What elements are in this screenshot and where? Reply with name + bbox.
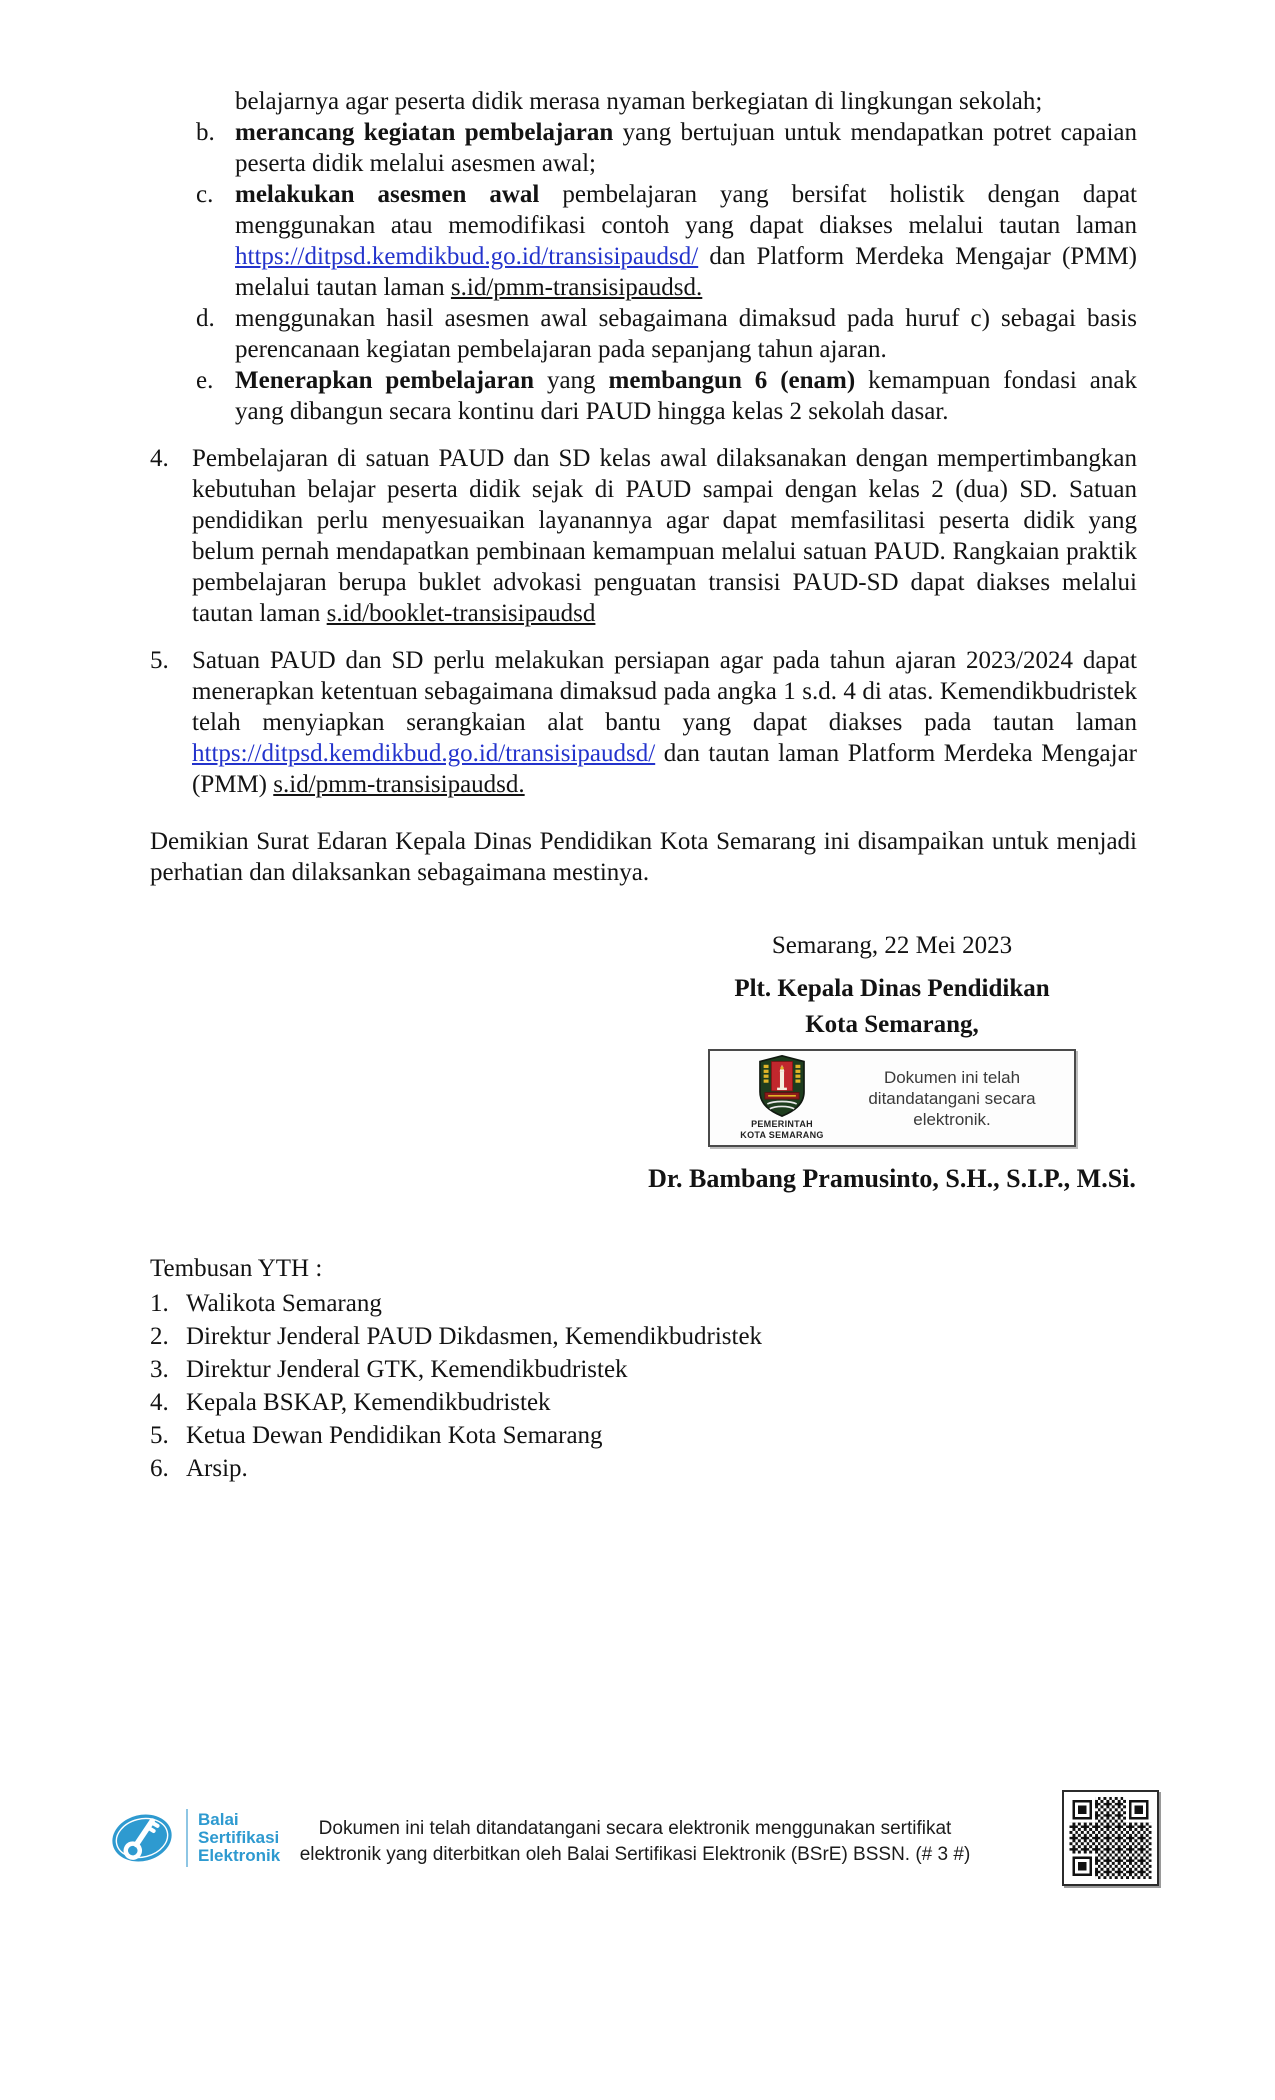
text-run: pembelajaran yang bersifat holistik dengan dapat menggunakan atau memodifikasi contoh yang dapat diakses melalui tautan laman <box>235 181 1137 239</box>
stamp-text: Dokumen ini telah ditandatangani secara elektronik. <box>868 1067 1036 1129</box>
tembusan-header: Tembusan YTH : <box>150 1255 323 1282</box>
tembusan-item: 1. Walikota Semarang <box>150 1290 382 1317</box>
tembusan-item: 4. Kepala BSKAP, Kemendikbudristek <box>150 1389 551 1416</box>
list-item-4 <box>150 443 1137 629</box>
footer-disclaimer: Dokumen ini telah ditandatangani secara elektronik menggunakan sertifikat elektronik yang diterbitkan oleh Balai Sertifikasi Elektronik (BSrE) BSSN. (# 3 #) <box>299 1818 971 1865</box>
text-run: dan Platform Merdeka Mengajar (PMM) melalui tautan laman <box>235 243 1137 301</box>
key-icon <box>110 1806 174 1870</box>
list-item-e <box>196 365 1137 427</box>
text-run: yang <box>534 367 609 394</box>
signer-title <box>642 971 1142 1043</box>
tembusan-section <box>150 1252 1137 1485</box>
list-item-b <box>196 117 1137 179</box>
tembusan-item: 5. Ketua Dewan Pendidikan Kota Semarang <box>150 1422 603 1449</box>
tembusan-item: 2. Direktur Jenderal PAUD Dikdasmen, Kemendikbudristek <box>150 1323 763 1350</box>
text-run: kemampuan fondasi anak yang dibangun secara kontinu dari PAUD hingga kelas 2 sekolah dasar. <box>235 367 1137 425</box>
bold-run: Menerapkan pembelajaran <box>235 367 535 394</box>
link-ditpsd-transisipaudsd[interactable]: https://ditpsd.kemdikbud.go.id/transisipaudsd/ <box>192 740 656 767</box>
text-run: dan tautan laman Platform Merdeka Mengajar (PMM) <box>192 740 1137 798</box>
text-run: Pembelajaran di satuan PAUD dan SD kelas awal dilaksanakan dengan mempertimbangkan kebutuhan belajar peserta didik sejak di PAUD sampai dengan kelas 2 (dua) SD. Satuan pendidikan perlu menyesuaikan layanannya agar dapat memfasilitasi peserta didik yang belum pernah mendapatkan pembinaan kemampuan melalui satuan PAUD. Rangkaian praktik pembelajaran berupa buklet advokasi penguatan transisi PAUD-SD dapat diakses melalui tautan laman <box>192 445 1137 627</box>
link-booklet-transisipaudsd[interactable]: s.id/booklet-transisipaudsd <box>326 600 596 627</box>
emblem-caption: PEMERINTAH KOTA SEMARANG <box>740 1119 824 1140</box>
list-item-5 <box>150 645 1137 800</box>
bsre-logo-text: Balai Sertifikasi Elektronik <box>198 1810 281 1865</box>
list-item-d <box>196 303 1137 365</box>
list-marker: c. <box>196 181 214 208</box>
lettered-list <box>196 117 1137 427</box>
list-item-a-continuation: belajarnya agar peserta didik merasa nyaman berkegiatan di lingkungan sekolah; <box>235 88 1043 115</box>
electronic-signature-stamp <box>708 1049 1076 1147</box>
link-ditpsd-transisipaudsd[interactable]: https://ditpsd.kemdikbud.go.id/transisipaudsd/ <box>235 243 699 270</box>
text-run: yang bertujuan untuk mendapatkan potret capaian peserta didik melalui asesmen awal; <box>235 119 1137 177</box>
signature-block <box>642 930 1142 1194</box>
text-run: menggunakan hasil asesmen awal sebagaimana dimaksud pada huruf c) sebagai basis perencanaan kegiatan pembelajaran pada sepanjang tahun ajaran. <box>235 305 1137 363</box>
text-run: Satuan PAUD dan SD perlu melakukan persiapan agar pada tahun ajaran 2023/2024 dapat menerapkan ketentuan sebagaimana dimaksud pada angka 1 s.d. 4 di atas. Kemendikbudristek telah menyiapkan serangkaian alat bantu yang dapat diakses pada tautan laman <box>192 647 1137 736</box>
letter-body <box>150 86 1137 1485</box>
city-date: Semarang, 22 Mei 2023 <box>771 932 1013 959</box>
bold-run: melakukan asesmen awal <box>235 181 540 208</box>
bold-run: membangun 6 (enam) <box>608 367 856 394</box>
list-marker: 5. <box>150 647 169 674</box>
signer-title-line1: Plt. Kepala Dinas Pendidikan <box>734 975 1050 1002</box>
list-item-c <box>196 179 1137 303</box>
bold-run: merancang kegiatan pembelajaran <box>235 119 614 146</box>
list-marker: e. <box>196 367 214 394</box>
list-marker: 4. <box>150 445 169 472</box>
list-marker: d. <box>196 305 215 332</box>
city-shield-icon <box>756 1055 808 1117</box>
signer-name: Dr. Bambang Pramusinto, S.H., S.I.P., M.Si. <box>648 1164 1136 1193</box>
link-pmm-transisipaudsd[interactable]: s.id/pmm-transisipaudsd. <box>273 771 525 798</box>
logo-divider <box>186 1809 188 1867</box>
list-marker: b. <box>196 119 215 146</box>
link-pmm-transisipaudsd[interactable]: s.id/pmm-transisipaudsd. <box>450 274 703 301</box>
closing-paragraph: Demikian Surat Edaran Kepala Dinas Pendidikan Kota Semarang ini disampaikan untuk menjadi perhatian dan dilaksankan sebagaimana mestinya. <box>150 828 1137 886</box>
tembusan-item: 6. Arsip. <box>150 1455 248 1482</box>
semarang-city-emblem <box>726 1055 838 1141</box>
qr-code <box>1062 1790 1159 1886</box>
signer-title-line2: Kota Semarang, <box>805 1011 979 1038</box>
tembusan-item: 3. Direktur Jenderal GTK, Kemendikbudristek <box>150 1356 628 1383</box>
